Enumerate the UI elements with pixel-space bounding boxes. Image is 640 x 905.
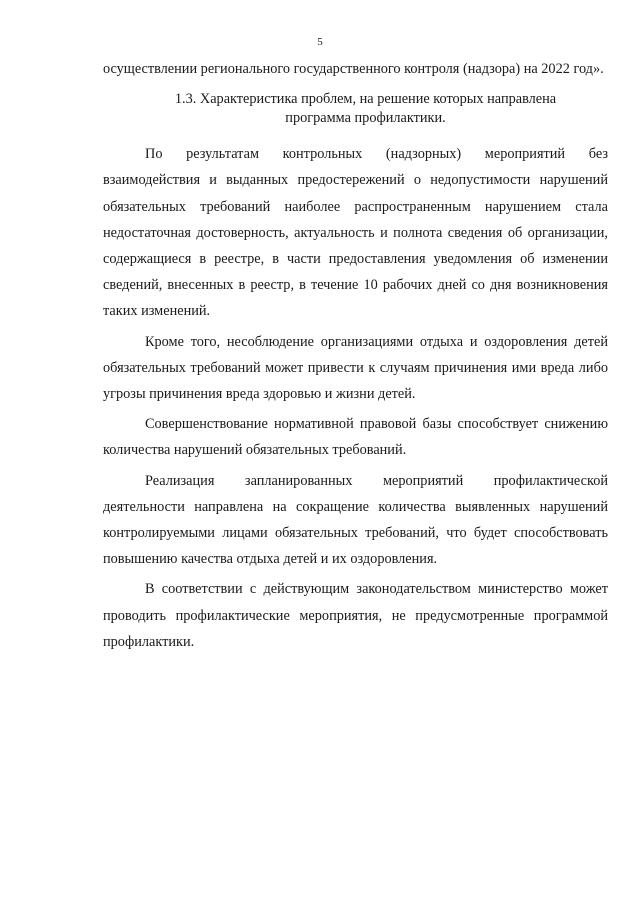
section-heading — [103, 90, 608, 128]
paragraph-regulatory-base: Совершенствование нормативной правовой базы способствует снижению количества нарушений обязательных требований. — [103, 416, 608, 459]
section-heading-line-2: программа профилактики. — [285, 110, 446, 127]
paragraph-violations: По результатам контрольных (надзорных) мероприятий без взаимодействия и выданных предостережений о недопустимости нарушений обязательных требований наиболее распространенным нарушением стала недостаточная достоверность, актуальность и полнота сведения об организации, содержащиеся в реестре, в части предоставления уведомления об изменении сведений, внесенных в реестр, в течение 10 рабочих дней со дня возникновения таких изменений. — [103, 146, 608, 320]
paragraph-legislation: В соответствии с действующим законодательством министерство может проводить профилактические мероприятия, не предусмотренные программой профилактики. — [103, 581, 608, 650]
section-heading-line-1: 1.3. Характеристика проблем, на решение которых направлена — [174, 91, 557, 108]
continuation-paragraph: осуществлении регионального государственного контроля (надзора) на 2022 год». — [103, 61, 604, 77]
paragraph-consequences: Кроме того, несоблюдение организациями отдыха и оздоровления детей обязательных требований может привести к случаям причинения ими вреда либо угрозы причинения вреда здоровью и жизни детей. — [103, 333, 608, 403]
page-number: 5 — [317, 36, 323, 48]
paragraph-implementation: Реализация запланированных мероприятий профилактической деятельности направлена на сокращение количества выявленных нарушений контролируемыми лицами обязательных требований, что будет способствовать повышению качества отдыха детей и их оздоровления. — [103, 472, 608, 568]
document-body — [103, 56, 608, 655]
